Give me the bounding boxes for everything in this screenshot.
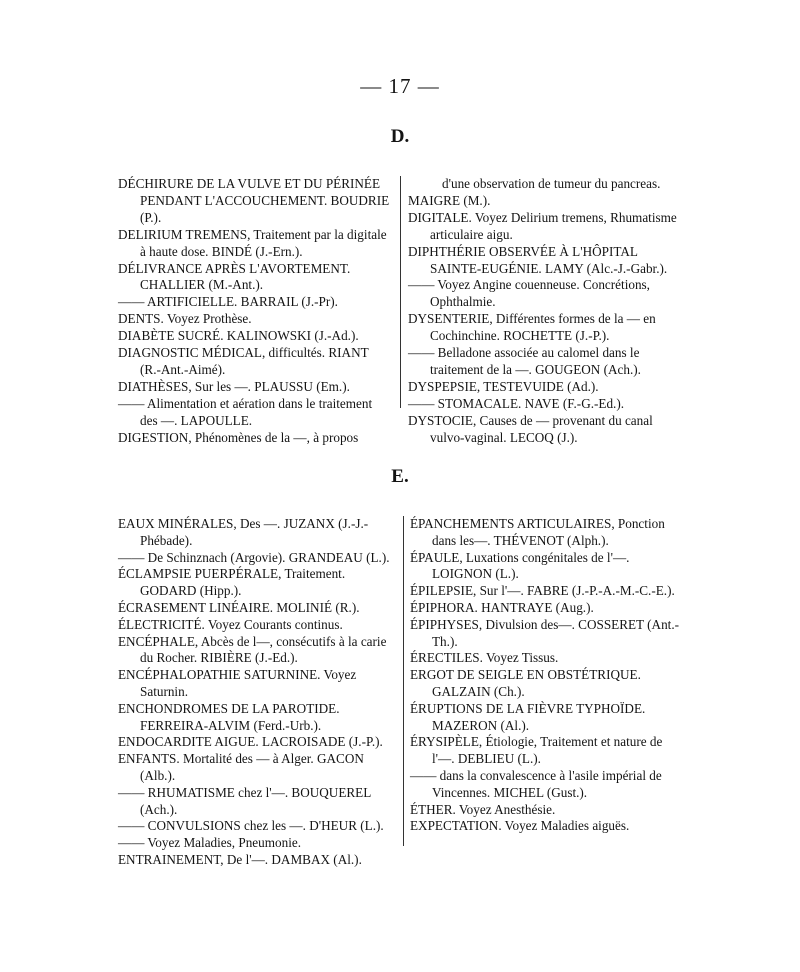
index-entry: DÉLIVRANCE APRÈS L'AVORTEMENT. CHALLIER (M.-Ant.). bbox=[118, 260, 351, 293]
index-entry: EAUX MINÉRALES, Des —. JUZANX (J.-J.-Phébade). bbox=[118, 516, 369, 548]
index-entry: —— ARTIFICIELLE. BARRAIL (J.-Pr). bbox=[118, 294, 338, 310]
index-entry: DIPHTHÉRIE OBSERVÉE À L'HÔPITAL SAINTE-EUGÉNIE. LAMY (Alc.-J.-Gabr.). bbox=[408, 243, 668, 276]
index-entry: DIABÈTE SUCRÉ. KALINOWSKI (J.-Ad.). bbox=[118, 328, 359, 344]
index-entry: ÉTHER. Voyez Anesthésie. bbox=[410, 801, 556, 817]
index-entry: ÉRUPTIONS DE LA FIÈVRE TYPHOÏDE. MAZERON (Al.). bbox=[410, 700, 646, 733]
index-entry: DYSTOCIE, Causes de — provenant du canal vulvo-vaginal. LECOQ (J.). bbox=[408, 412, 653, 445]
index-entry: ÉRECTILES. Voyez Tissus. bbox=[410, 650, 559, 666]
index-entry: —— De Schinznach (Argovie). GRANDEAU (L.). bbox=[118, 549, 390, 565]
index-entry: ÉCRASEMENT LINÉAIRE. MOLINIÉ (R.). bbox=[118, 599, 360, 615]
section-d-heading: D. bbox=[390, 126, 410, 147]
index-entry: ENDOCARDITE AIGUE. LACROISADE (J.-P.). bbox=[118, 734, 383, 750]
index-entry: —— RHUMATISME chez l'—. BOUQUEREL (Ach.). bbox=[118, 784, 371, 817]
index-entry: —— Belladone associée au calomel dans le traitement de la —. GOUGEON (Ach.). bbox=[408, 345, 641, 377]
index-entry: ENCÉPHALE, Abcès de l—, consécutifs à la carie du Rocher. RIBIÈRE (J.-Ed.). bbox=[118, 633, 387, 666]
index-entry: ÉCLAMPSIE PUERPÉRALE, Traitement. GODARD (Hipp.). bbox=[118, 566, 346, 599]
index-entry: EXPECTATION. Voyez Maladies aiguës. bbox=[410, 818, 630, 834]
index-entry: DELIRIUM TREMENS, Traitement par la digitale à haute dose. BINDÉ (J.-Ern.). bbox=[118, 226, 387, 259]
index-entry: ÉPANCHEMENTS ARTICULAIRES, Ponction dans les—. THÉVENOT (Alph.). bbox=[410, 516, 665, 548]
index-entry: DIATHÈSES, Sur les —. PLAUSSU (Em.). bbox=[118, 378, 350, 394]
index-entry: ENFANTS. Mortalité des — à Alger. GACON (Alb.). bbox=[118, 751, 364, 783]
section-e-heading: E. bbox=[391, 466, 409, 487]
index-entry: ENCHONDROMES DE LA PAROTIDE. FERREIRA-ALVIM (Ferd.-Urb.). bbox=[118, 700, 340, 733]
index-entry: d'une observation de tumeur du pancreas. MAIGRE (M.). bbox=[408, 176, 661, 208]
column-divider bbox=[403, 516, 404, 846]
index-entry: DIAGNOSTIC MÉDICAL, difficultés. RIANT (R.-Ant.-Aimé). bbox=[118, 345, 369, 377]
section-e-right-column bbox=[410, 516, 684, 835]
index-entry: DYSENTERIE, Différentes formes de la — en Cochinchine. ROCHETTE (J.-P.). bbox=[408, 311, 656, 344]
index-entry: ERGOT DE SEIGLE EN OBSTÉTRIQUE. GALZAIN (Ch.). bbox=[410, 667, 641, 699]
section-e-left-column bbox=[118, 516, 394, 869]
index-entry: ÉPAULE, Luxations congénitales de l'—. LOIGNON (L.). bbox=[410, 549, 630, 582]
index-entry: ÉPILEPSIE, Sur l'—. FABRE (J.-P.-A.-M.-C.-E.). bbox=[410, 583, 675, 599]
section-d-left-column bbox=[118, 176, 392, 447]
index-entry: ENTRAINEMENT, De l'—. DAMBAX (Al.). bbox=[118, 851, 362, 867]
index-entry: DÉCHIRURE DE LA VULVE ET DU PÉRINÉE PENDANT L'ACCOUCHEMENT. BOUDRIE (P.). bbox=[118, 176, 390, 225]
index-entry: DIGITALE. Voyez Delirium tremens, Rhumatisme articulaire aigu. bbox=[408, 209, 677, 242]
index-entry: ÉPIPHYSES, Divulsion des—. COSSERET (Ant.-Th.). bbox=[410, 616, 680, 649]
section-d-right-column bbox=[408, 176, 682, 447]
index-entry: DYSPEPSIE, TESTEVUIDE (Ad.). bbox=[408, 378, 599, 394]
index-entry: ÉRYSIPÈLE, Étiologie, Traitement et nature de l'—. DEBLIEU (L.). bbox=[410, 734, 663, 767]
index-entry: ENCÉPHALOPATHIE SATURNINE. Voyez Saturnin. bbox=[118, 667, 357, 699]
index-entry: —— Voyez Maladies, Pneumonie. bbox=[118, 835, 302, 851]
index-entry: ÉPIPHORA. HANTRAYE (Aug.). bbox=[410, 599, 594, 615]
index-entry: DIGESTION, Phénomènes de la —, à propos bbox=[118, 429, 359, 445]
index-entry: ÉLECTRICITÉ. Voyez Courants continus. bbox=[118, 616, 343, 632]
index-entry: —— CONVULSIONS chez les —. D'HEUR (L.). bbox=[118, 818, 384, 834]
page-number: — 17 — bbox=[360, 74, 440, 98]
index-entry: —— dans la convalescence à l'asile impérial de Vincennes. MICHEL (Gust.). bbox=[410, 767, 662, 800]
index-entry: DENTS. Voyez Prothèse. bbox=[118, 311, 252, 327]
index-entry: —— Voyez Angine couenneuse. Concrétions, Ophthalmie. bbox=[408, 277, 650, 310]
index-entry: —— Alimentation et aération dans le traitement des —. LAPOULLE. bbox=[118, 395, 373, 428]
column-divider bbox=[400, 176, 401, 408]
index-entry: —— STOMACALE. NAVE (F.-G.-Ed.). bbox=[408, 395, 625, 411]
